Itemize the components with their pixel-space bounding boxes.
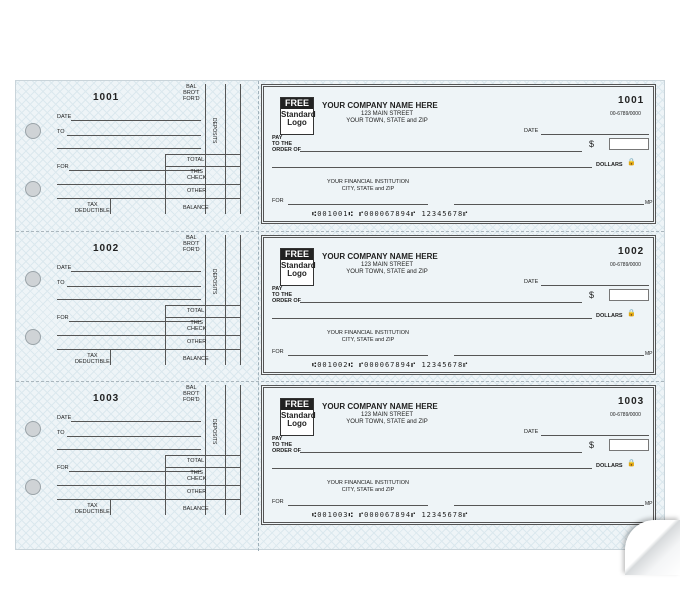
- other-label: OTHER: [187, 489, 207, 495]
- company-address: [312, 412, 462, 426]
- total-label: TOTAL: [187, 458, 205, 464]
- bank-info: [308, 480, 428, 494]
- check-date-line[interactable]: [541, 435, 649, 436]
- stub-for-label: FOR: [57, 465, 69, 471]
- bank-info: [308, 179, 428, 193]
- dollar-sign: $: [589, 290, 595, 300]
- stub-to-label: TO: [57, 430, 65, 436]
- stub-grid-line: [165, 335, 240, 336]
- company-address: [312, 111, 462, 125]
- check-number: 1003: [618, 396, 645, 407]
- page-curl: [625, 520, 680, 575]
- logo-free-text: FREE: [281, 98, 313, 109]
- memo-line[interactable]: [288, 355, 428, 356]
- stub-column-divider: [110, 349, 111, 365]
- check-number: 1002: [618, 246, 645, 257]
- payee-line[interactable]: [300, 452, 582, 453]
- stub-column-divider: [205, 84, 206, 214]
- stub-grid-line: [165, 455, 240, 456]
- logo-placeholder: [280, 97, 314, 135]
- address-line-2: YOUR TOWN, STATE and ZIP: [346, 269, 428, 275]
- stub-for-label: FOR: [57, 315, 69, 321]
- signature-line[interactable]: [454, 355, 644, 356]
- lock-icon: 🔒: [627, 159, 636, 166]
- bank-city: CITY, STATE and ZIP: [341, 337, 395, 343]
- bal-brot-fwd-label: BAL BRO'T FOR'D: [183, 385, 200, 403]
- stub-grid-line: [57, 349, 240, 350]
- stub-column-divider: [225, 385, 226, 515]
- stub-date-label: DATE: [57, 114, 72, 120]
- stub-line: [57, 299, 201, 300]
- check-number: 1001: [618, 95, 645, 106]
- dollars-label: DOLLARS: [596, 162, 623, 168]
- check: [261, 235, 656, 375]
- stub-to-line[interactable]: [67, 436, 201, 437]
- check: [261, 84, 656, 224]
- stub-to-label: TO: [57, 129, 65, 135]
- stub-to-line[interactable]: [67, 135, 201, 136]
- address-line-2: YOUR TOWN, STATE and ZIP: [346, 419, 428, 425]
- fraction-code: 00-6789/0000: [610, 262, 641, 268]
- logo-placeholder: [280, 248, 314, 286]
- dollars-label: DOLLARS: [596, 463, 623, 469]
- dollar-sign: $: [589, 139, 595, 149]
- deposits-label: DEPOSITS: [211, 269, 217, 295]
- pay-to-label: PAY TO THE ORDER OF: [272, 436, 302, 454]
- check-date-label: DATE: [524, 128, 539, 134]
- check-row: [15, 231, 663, 381]
- other-label: OTHER: [187, 339, 207, 345]
- stub-date-label: DATE: [57, 415, 72, 421]
- check: [261, 385, 656, 525]
- address-line-1: 123 MAIN STREET: [360, 262, 413, 268]
- pay-to-label: PAY TO THE ORDER OF: [272, 286, 302, 304]
- check-date-line[interactable]: [541, 134, 649, 135]
- stub-column-divider: [205, 235, 206, 365]
- address-line-1: 123 MAIN STREET: [360, 412, 413, 418]
- bank-city: CITY, STATE and ZIP: [341, 186, 395, 192]
- signature-line[interactable]: [454, 505, 644, 506]
- payee-line[interactable]: [300, 302, 582, 303]
- stub-grid-line: [57, 198, 240, 199]
- stub-for-label: FOR: [57, 164, 69, 170]
- payee-line[interactable]: [300, 151, 582, 152]
- bank-city: CITY, STATE and ZIP: [341, 487, 395, 493]
- stub-column-divider: [225, 84, 226, 214]
- stub-for-line[interactable]: [69, 471, 201, 472]
- amount-words-line[interactable]: [272, 318, 592, 319]
- logo-standard-text: Standard Logo: [281, 411, 316, 428]
- stub-date-line[interactable]: [71, 421, 201, 422]
- memo-label: FOR: [272, 499, 284, 505]
- deposits-label: DEPOSITS: [211, 118, 217, 144]
- bal-brot-fwd-label: BAL BRO'T FOR'D: [183, 235, 200, 253]
- amount-words-line[interactable]: [272, 468, 592, 469]
- bank-name: YOUR FINANCIAL INSTITUTION: [327, 179, 409, 185]
- amount-box[interactable]: [609, 439, 649, 451]
- stub-date-line[interactable]: [71, 120, 201, 121]
- company-name: YOUR COMPANY NAME HERE: [322, 402, 438, 411]
- memo-line[interactable]: [288, 505, 428, 506]
- bank-info: [308, 330, 428, 344]
- this-check-label: THIS CHECK: [187, 320, 207, 332]
- balance-label: BALANCE: [183, 205, 209, 211]
- memo-label: FOR: [272, 349, 284, 355]
- stub-column-divider: [110, 499, 111, 515]
- stub-line: [57, 148, 201, 149]
- logo-placeholder: [280, 398, 314, 436]
- stub-grid-line: [165, 305, 240, 306]
- stub-grid-line: [165, 184, 240, 185]
- amount-box[interactable]: [609, 138, 649, 150]
- check-stub: [35, 80, 257, 230]
- total-label: TOTAL: [187, 157, 205, 163]
- balance-label: BALANCE: [183, 356, 209, 362]
- stub-column-divider: [165, 455, 166, 515]
- stub-for-line[interactable]: [69, 321, 201, 322]
- company-name: YOUR COMPANY NAME HERE: [322, 252, 438, 261]
- mp-label: MP: [645, 351, 653, 357]
- stub-to-line[interactable]: [67, 286, 201, 287]
- stub-grid-line: [165, 166, 240, 167]
- stub-grid-line: [165, 485, 240, 486]
- stub-column-divider: [225, 235, 226, 365]
- micr-line: ⑆001003⑆ ⑈000067894⑈ 12345678⑈: [312, 511, 469, 519]
- total-label: TOTAL: [187, 308, 205, 314]
- deposits-label: DEPOSITS: [211, 419, 217, 445]
- stub-to-label: TO: [57, 280, 65, 286]
- stub-column-divider: [110, 198, 111, 214]
- stub-grid-line: [57, 499, 240, 500]
- stub-for-line[interactable]: [69, 170, 201, 171]
- bank-name: YOUR FINANCIAL INSTITUTION: [327, 330, 409, 336]
- stub-check-number: 1002: [93, 243, 120, 254]
- this-check-label: THIS CHECK: [187, 169, 207, 181]
- address-line-1: 123 MAIN STREET: [360, 111, 413, 117]
- address-line-2: YOUR TOWN, STATE and ZIP: [346, 118, 428, 124]
- check-stub: [35, 381, 257, 531]
- dollar-sign: $: [589, 440, 595, 450]
- stub-line: [57, 449, 201, 450]
- tax-deductible-label: TAX DEDUCTIBLE: [75, 503, 110, 515]
- micr-line: ⑆001002⑆ ⑈000067894⑈ 12345678⑈: [312, 361, 469, 369]
- check-date-label: DATE: [524, 279, 539, 285]
- lock-icon: 🔒: [627, 460, 636, 467]
- check-date-label: DATE: [524, 429, 539, 435]
- fraction-code: 00-6789/0000: [610, 111, 641, 117]
- this-check-label: THIS CHECK: [187, 470, 207, 482]
- stub-date-line[interactable]: [71, 271, 201, 272]
- logo-free-text: FREE: [281, 399, 313, 410]
- check-row: [15, 80, 663, 230]
- balance-label: BALANCE: [183, 506, 209, 512]
- stub-check-number: 1001: [93, 92, 120, 103]
- mp-label: MP: [645, 200, 653, 206]
- lock-icon: 🔒: [627, 310, 636, 317]
- tax-deductible-label: TAX DEDUCTIBLE: [75, 353, 110, 365]
- stub-column-divider: [240, 235, 241, 365]
- stub-column-divider: [240, 84, 241, 214]
- tax-deductible-label: TAX DEDUCTIBLE: [75, 202, 110, 214]
- memo-line[interactable]: [288, 204, 428, 205]
- company-address: [312, 262, 462, 276]
- stub-column-divider: [165, 154, 166, 214]
- check-stub: [35, 231, 257, 381]
- stub-grid-line: [165, 317, 240, 318]
- logo-standard-text: Standard Logo: [281, 110, 316, 127]
- amount-box[interactable]: [609, 289, 649, 301]
- memo-label: FOR: [272, 198, 284, 204]
- check-row: [15, 381, 663, 531]
- amount-words-line[interactable]: [272, 167, 592, 168]
- company-name: YOUR COMPANY NAME HERE: [322, 101, 438, 110]
- signature-line[interactable]: [454, 204, 644, 205]
- stub-date-label: DATE: [57, 265, 72, 271]
- dollars-label: DOLLARS: [596, 313, 623, 319]
- stub-grid-line: [165, 154, 240, 155]
- fraction-code: 00-6789/0000: [610, 412, 641, 418]
- bank-name: YOUR FINANCIAL INSTITUTION: [327, 480, 409, 486]
- other-label: OTHER: [187, 188, 207, 194]
- stub-column-divider: [205, 385, 206, 515]
- stub-grid-line: [165, 467, 240, 468]
- stub-column-divider: [240, 385, 241, 515]
- logo-free-text: FREE: [281, 249, 313, 260]
- mp-label: MP: [645, 501, 653, 507]
- micr-line: ⑆001001⑆ ⑈000067894⑈ 12345678⑈: [312, 210, 469, 218]
- pay-to-label: PAY TO THE ORDER OF: [272, 135, 302, 153]
- check-date-line[interactable]: [541, 285, 649, 286]
- logo-standard-text: Standard Logo: [281, 261, 316, 278]
- bal-brot-fwd-label: BAL BRO'T FOR'D: [183, 84, 200, 102]
- stub-check-number: 1003: [93, 393, 120, 404]
- stub-column-divider: [165, 305, 166, 365]
